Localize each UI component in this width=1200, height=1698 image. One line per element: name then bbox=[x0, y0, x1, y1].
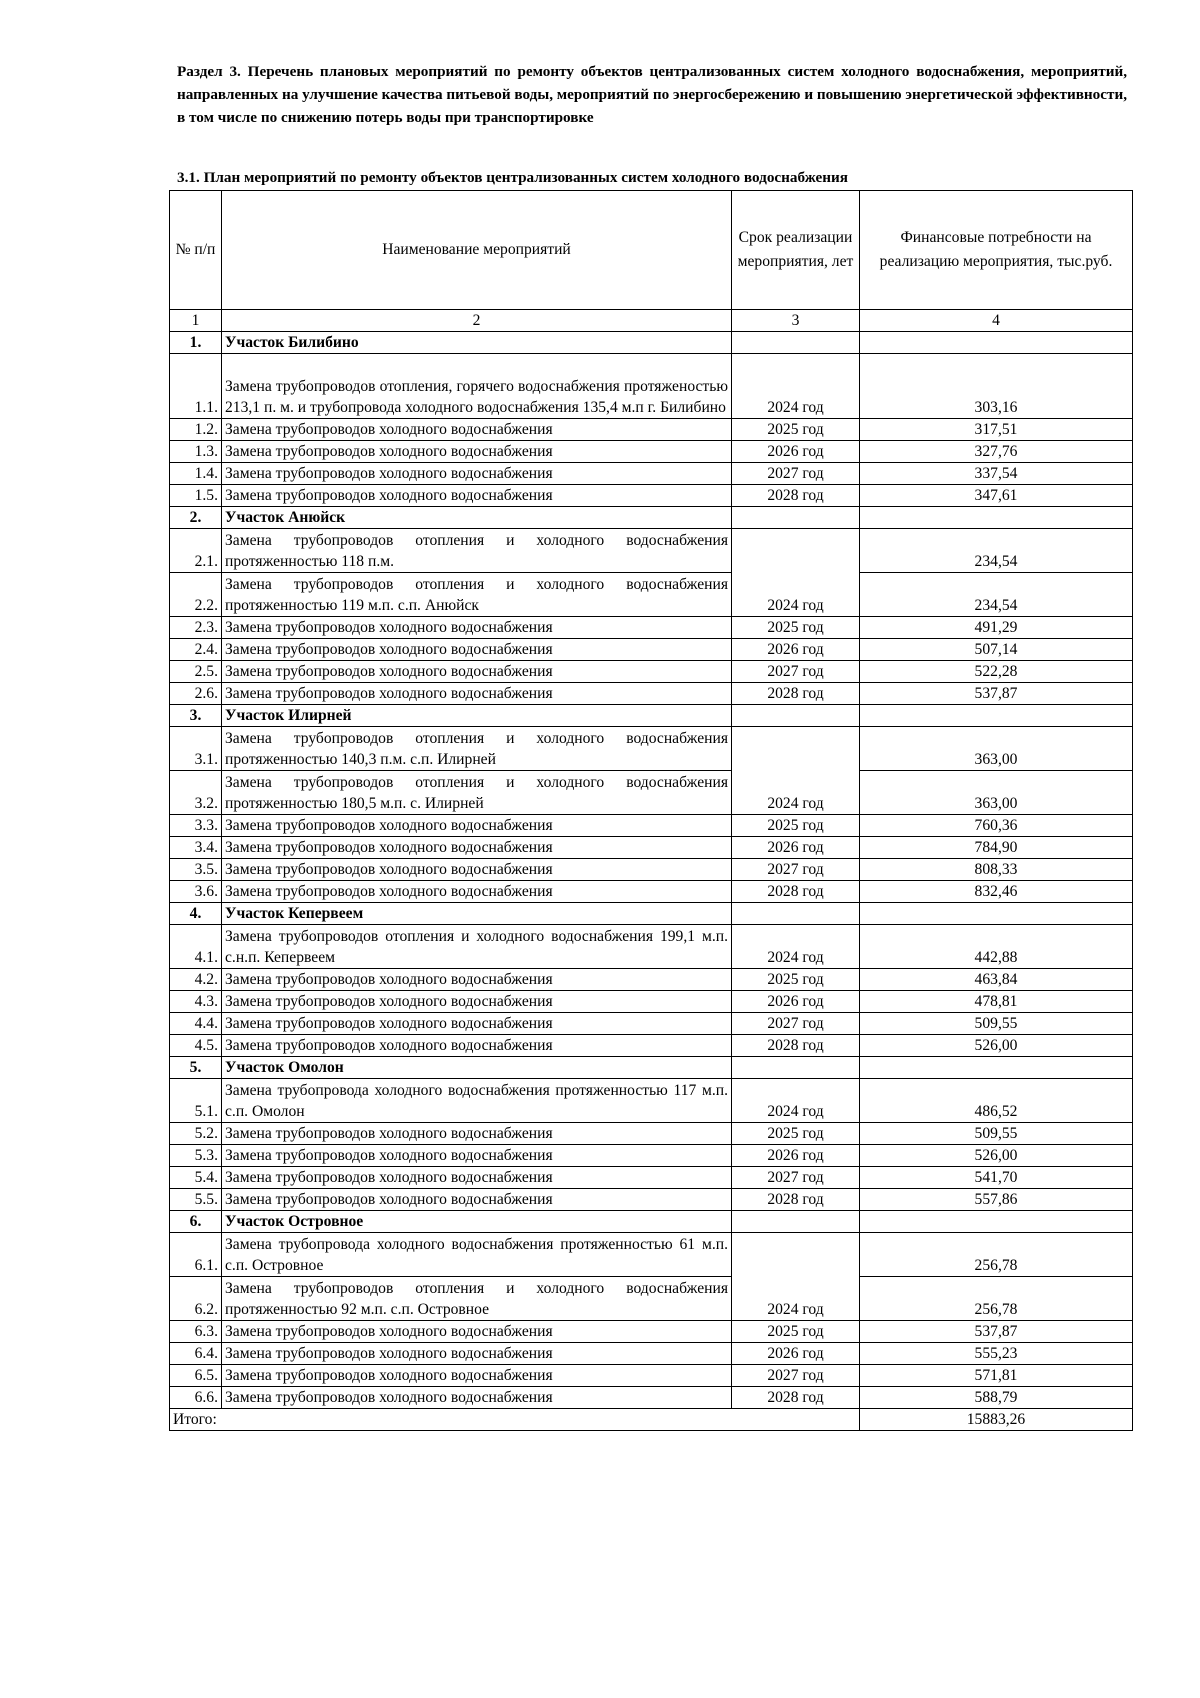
section-title: Участок Омолон bbox=[222, 1057, 732, 1079]
item-number: 5.2. bbox=[170, 1123, 222, 1145]
table-row bbox=[170, 1145, 1133, 1167]
item-number: 6.2. bbox=[170, 1277, 222, 1321]
item-term: 2028 год bbox=[732, 683, 860, 705]
item-term: 2028 год bbox=[732, 1035, 860, 1057]
item-sum: 557,86 bbox=[860, 1189, 1133, 1211]
item-number: 2.4. bbox=[170, 639, 222, 661]
item-number: 5.5. bbox=[170, 1189, 222, 1211]
section-term-cell bbox=[732, 1057, 860, 1079]
table-row bbox=[170, 617, 1133, 639]
item-sum: 808,33 bbox=[860, 859, 1133, 881]
item-sum: 303,16 bbox=[860, 354, 1133, 419]
item-name: Замена трубопроводов холодного водоснабжения bbox=[222, 1035, 732, 1057]
table-row bbox=[170, 1233, 1133, 1277]
section-term-cell bbox=[732, 903, 860, 925]
section-row bbox=[170, 507, 1133, 529]
item-sum: 526,00 bbox=[860, 1145, 1133, 1167]
subsection-heading: 3.1. План мероприятий по ремонту объектов централизованных систем холодного водоснабжения bbox=[177, 169, 849, 186]
item-term: 2027 год bbox=[732, 661, 860, 683]
item-number: 1.3. bbox=[170, 441, 222, 463]
section-sum-cell bbox=[860, 507, 1133, 529]
item-term: 2025 год bbox=[732, 969, 860, 991]
item-sum: 522,28 bbox=[860, 661, 1133, 683]
table-row bbox=[170, 969, 1133, 991]
item-sum: 337,54 bbox=[860, 463, 1133, 485]
table-row bbox=[170, 837, 1133, 859]
item-name: Замена трубопроводов отопления, горячего водоснабжения протяженостью 213,1 п. м. и трубопровода холодного водоснабжения 135,4 м.п г. Билибино bbox=[222, 354, 732, 419]
item-name: Замена трубопроводов холодного водоснабжения bbox=[222, 1145, 732, 1167]
item-term: 2028 год bbox=[732, 881, 860, 903]
item-term: 2024 год bbox=[732, 1079, 860, 1123]
item-sum: 234,54 bbox=[860, 529, 1133, 573]
item-name: Замена трубопроводов холодного водоснабжения bbox=[222, 1365, 732, 1387]
item-number: 6.5. bbox=[170, 1365, 222, 1387]
total-label: Итого: bbox=[170, 1409, 860, 1431]
table-row bbox=[170, 1387, 1133, 1409]
item-sum: 256,78 bbox=[860, 1233, 1133, 1277]
table-row bbox=[170, 991, 1133, 1013]
item-name: Замена трубопроводов холодного водоснабжения bbox=[222, 1013, 732, 1035]
item-name: Замена трубопроводов холодного водоснабжения bbox=[222, 881, 732, 903]
table-row bbox=[170, 661, 1133, 683]
table-row bbox=[170, 925, 1133, 969]
section-number: 5. bbox=[170, 1057, 222, 1079]
item-number: 6.1. bbox=[170, 1233, 222, 1277]
item-name: Замена трубопроводов холодного водоснабжения bbox=[222, 991, 732, 1013]
item-number: 3.1. bbox=[170, 727, 222, 771]
item-term: 2028 год bbox=[732, 1189, 860, 1211]
section-term-cell bbox=[732, 1211, 860, 1233]
table-row bbox=[170, 639, 1133, 661]
item-name: Замена трубопроводов холодного водоснабжения bbox=[222, 463, 732, 485]
table-row bbox=[170, 771, 1133, 815]
item-term: 2026 год bbox=[732, 1343, 860, 1365]
item-number: 4.3. bbox=[170, 991, 222, 1013]
section-row bbox=[170, 705, 1133, 727]
header-term: Срок реализации мероприятия, лет bbox=[732, 191, 860, 310]
item-number: 4.4. bbox=[170, 1013, 222, 1035]
table-row bbox=[170, 485, 1133, 507]
item-sum: 555,23 bbox=[860, 1343, 1133, 1365]
table-header-row bbox=[170, 191, 1133, 310]
item-term: 2024 год bbox=[732, 1233, 860, 1321]
section-row bbox=[170, 903, 1133, 925]
item-number: 2.5. bbox=[170, 661, 222, 683]
item-term: 2027 год bbox=[732, 1167, 860, 1189]
item-sum: 491,29 bbox=[860, 617, 1133, 639]
item-name: Замена трубопроводов холодного водоснабжения bbox=[222, 683, 732, 705]
item-name: Замена трубопроводов холодного водоснабжения bbox=[222, 617, 732, 639]
table-row bbox=[170, 881, 1133, 903]
measures-table bbox=[169, 190, 1133, 1431]
item-sum: 363,00 bbox=[860, 771, 1133, 815]
item-term: 2025 год bbox=[732, 815, 860, 837]
table-row bbox=[170, 1079, 1133, 1123]
table-row bbox=[170, 463, 1133, 485]
item-number: 1.1. bbox=[170, 354, 222, 419]
item-sum: 588,79 bbox=[860, 1387, 1133, 1409]
section-term-cell bbox=[732, 507, 860, 529]
item-term: 2026 год bbox=[732, 639, 860, 661]
section-sum-cell bbox=[860, 705, 1133, 727]
section-number: 4. bbox=[170, 903, 222, 925]
item-number: 4.2. bbox=[170, 969, 222, 991]
item-sum: 256,78 bbox=[860, 1277, 1133, 1321]
item-number: 3.2. bbox=[170, 771, 222, 815]
item-term: 2025 год bbox=[732, 1321, 860, 1343]
item-term: 2027 год bbox=[732, 463, 860, 485]
item-sum: 832,46 bbox=[860, 881, 1133, 903]
section-sum-cell bbox=[860, 1057, 1133, 1079]
section-title: Участок Кепервеем bbox=[222, 903, 732, 925]
item-name: Замена трубопроводов холодного водоснабжения bbox=[222, 1343, 732, 1365]
table-row bbox=[170, 441, 1133, 463]
table-row bbox=[170, 815, 1133, 837]
item-sum: 509,55 bbox=[860, 1013, 1133, 1035]
item-number: 4.1. bbox=[170, 925, 222, 969]
item-term: 2024 год bbox=[732, 354, 860, 419]
section-sum-cell bbox=[860, 903, 1133, 925]
item-sum: 347,61 bbox=[860, 485, 1133, 507]
item-name: Замена трубопроводов отопления и холодного водоснабжения протяженностью 119 м.п. с.п. Анюйск bbox=[222, 573, 732, 617]
item-term: 2027 год bbox=[732, 1013, 860, 1035]
section-title: Участок Билибино bbox=[222, 332, 732, 354]
table-row bbox=[170, 573, 1133, 617]
table-row bbox=[170, 1189, 1133, 1211]
section-row bbox=[170, 332, 1133, 354]
header-name: Наименование мероприятий bbox=[222, 191, 732, 310]
item-term: 2027 год bbox=[732, 1365, 860, 1387]
item-sum: 541,70 bbox=[860, 1167, 1133, 1189]
column-number: 2 bbox=[222, 310, 732, 332]
item-number: 3.4. bbox=[170, 837, 222, 859]
section-number: 1. bbox=[170, 332, 222, 354]
item-term: 2026 год bbox=[732, 441, 860, 463]
measures-table-body bbox=[170, 191, 1133, 1431]
item-term: 2028 год bbox=[732, 1387, 860, 1409]
item-number: 2.3. bbox=[170, 617, 222, 639]
item-term: 2027 год bbox=[732, 859, 860, 881]
section-number: 3. bbox=[170, 705, 222, 727]
section-heading: Раздел 3. Перечень плановых мероприятий по ремонту объектов централизованных систем холодного водоснабжения, мероприятий, направленных на улучшение качества питьевой воды, мероприятий по энергосбережению и повышению энергетической эффективности, в том числе по снижению потерь воды при транспортировке bbox=[177, 63, 1127, 126]
item-number: 5.4. bbox=[170, 1167, 222, 1189]
item-number: 1.4. bbox=[170, 463, 222, 485]
item-name: Замена трубопроводов холодного водоснабжения bbox=[222, 837, 732, 859]
item-number: 3.5. bbox=[170, 859, 222, 881]
item-number: 4.5. bbox=[170, 1035, 222, 1057]
section-row bbox=[170, 1057, 1133, 1079]
item-sum: 537,87 bbox=[860, 683, 1133, 705]
item-term: 2025 год bbox=[732, 1123, 860, 1145]
header-finance: Финансовые потребности на реализацию мероприятия, тыс.руб. bbox=[860, 191, 1133, 310]
item-sum: 234,54 bbox=[860, 573, 1133, 617]
item-name: Замена трубопроводов отопления и холодного водоснабжения протяженностью 92 м.п. с.п. Островное bbox=[222, 1277, 732, 1321]
item-term: 2026 год bbox=[732, 837, 860, 859]
table-row bbox=[170, 683, 1133, 705]
item-term: 2026 год bbox=[732, 991, 860, 1013]
table-row bbox=[170, 859, 1133, 881]
item-name: Замена трубопроводов холодного водоснабжения bbox=[222, 1167, 732, 1189]
section-title: Участок Илирней bbox=[222, 705, 732, 727]
item-number: 3.3. bbox=[170, 815, 222, 837]
item-name: Замена трубопроводов холодного водоснабжения bbox=[222, 639, 732, 661]
item-number: 2.1. bbox=[170, 529, 222, 573]
item-name: Замена трубопроводов холодного водоснабжения bbox=[222, 1321, 732, 1343]
item-sum: 509,55 bbox=[860, 1123, 1133, 1145]
item-name: Замена трубопроводов холодного водоснабжения bbox=[222, 969, 732, 991]
item-term: 2024 год bbox=[732, 529, 860, 617]
item-number: 3.6. bbox=[170, 881, 222, 903]
item-name: Замена трубопроводов холодного водоснабжения bbox=[222, 485, 732, 507]
item-name: Замена трубопроводов холодного водоснабжения bbox=[222, 815, 732, 837]
item-name: Замена трубопровода холодного водоснабжения протяженностью 61 м.п. с.п. Островное bbox=[222, 1233, 732, 1277]
item-term: 2026 год bbox=[732, 1145, 860, 1167]
item-sum: 442,88 bbox=[860, 925, 1133, 969]
section-term-cell bbox=[732, 332, 860, 354]
item-term: 2025 год bbox=[732, 419, 860, 441]
item-sum: 317,51 bbox=[860, 419, 1133, 441]
table-row bbox=[170, 1343, 1133, 1365]
item-number: 6.6. bbox=[170, 1387, 222, 1409]
item-sum: 478,81 bbox=[860, 991, 1133, 1013]
header-number: № п/п bbox=[170, 191, 222, 310]
total-row bbox=[170, 1409, 1133, 1431]
table-row bbox=[170, 1035, 1133, 1057]
table-row bbox=[170, 727, 1133, 771]
item-name: Замена трубопровода холодного водоснабжения протяженностью 117 м.п. с.п. Омолон bbox=[222, 1079, 732, 1123]
table-row bbox=[170, 1365, 1133, 1387]
section-number: 6. bbox=[170, 1211, 222, 1233]
table-row bbox=[170, 354, 1133, 419]
section-title: Участок Анюйск bbox=[222, 507, 732, 529]
item-name: Замена трубопроводов холодного водоснабжения bbox=[222, 419, 732, 441]
item-name: Замена трубопроводов отопления и холодного водоснабжения протяженностью 140,3 п.м. с.п. Илирней bbox=[222, 727, 732, 771]
item-number: 6.4. bbox=[170, 1343, 222, 1365]
item-sum: 507,14 bbox=[860, 639, 1133, 661]
table-row bbox=[170, 1013, 1133, 1035]
item-name: Замена трубопроводов холодного водоснабжения bbox=[222, 1387, 732, 1409]
item-term: 2025 год bbox=[732, 617, 860, 639]
table-row bbox=[170, 529, 1133, 573]
item-sum: 537,87 bbox=[860, 1321, 1133, 1343]
table-row bbox=[170, 1277, 1133, 1321]
item-name: Замена трубопроводов холодного водоснабжения bbox=[222, 1189, 732, 1211]
item-number: 2.6. bbox=[170, 683, 222, 705]
item-sum: 526,00 bbox=[860, 1035, 1133, 1057]
item-term: 2024 год bbox=[732, 925, 860, 969]
item-name: Замена трубопроводов отопления и холодного водоснабжения протяженностью 180,5 м.п. с. Илирней bbox=[222, 771, 732, 815]
section-sum-cell bbox=[860, 332, 1133, 354]
column-number: 1 bbox=[170, 310, 222, 332]
section-term-cell bbox=[732, 705, 860, 727]
item-sum: 463,84 bbox=[860, 969, 1133, 991]
column-number-row bbox=[170, 310, 1133, 332]
section-number: 2. bbox=[170, 507, 222, 529]
section-title: Участок Островное bbox=[222, 1211, 732, 1233]
column-number: 4 bbox=[860, 310, 1133, 332]
section-sum-cell bbox=[860, 1211, 1133, 1233]
table-row bbox=[170, 419, 1133, 441]
item-number: 6.3. bbox=[170, 1321, 222, 1343]
item-number: 5.1. bbox=[170, 1079, 222, 1123]
total-value: 15883,26 bbox=[860, 1409, 1133, 1431]
item-sum: 571,81 bbox=[860, 1365, 1133, 1387]
table-row bbox=[170, 1321, 1133, 1343]
item-sum: 784,90 bbox=[860, 837, 1133, 859]
item-name: Замена трубопроводов холодного водоснабжения bbox=[222, 661, 732, 683]
item-sum: 760,36 bbox=[860, 815, 1133, 837]
section-row bbox=[170, 1211, 1133, 1233]
item-sum: 327,76 bbox=[860, 441, 1133, 463]
item-term: 2024 год bbox=[732, 727, 860, 815]
item-number: 2.2. bbox=[170, 573, 222, 617]
item-number: 1.2. bbox=[170, 419, 222, 441]
column-number: 3 bbox=[732, 310, 860, 332]
table-row bbox=[170, 1167, 1133, 1189]
item-term: 2028 год bbox=[732, 485, 860, 507]
table-row bbox=[170, 1123, 1133, 1145]
item-name: Замена трубопроводов отопления и холодного водоснабжения протяженностью 118 п.м. bbox=[222, 529, 732, 573]
item-sum: 486,52 bbox=[860, 1079, 1133, 1123]
item-name: Замена трубопроводов холодного водоснабжения bbox=[222, 859, 732, 881]
item-number: 1.5. bbox=[170, 485, 222, 507]
item-name: Замена трубопроводов холодного водоснабжения bbox=[222, 1123, 732, 1145]
item-sum: 363,00 bbox=[860, 727, 1133, 771]
item-number: 5.3. bbox=[170, 1145, 222, 1167]
item-name: Замена трубопроводов холодного водоснабжения bbox=[222, 441, 732, 463]
item-name: Замена трубопроводов отопления и холодного водоснабжения 199,1 м.п. с.н.п. Кепервеем bbox=[222, 925, 732, 969]
